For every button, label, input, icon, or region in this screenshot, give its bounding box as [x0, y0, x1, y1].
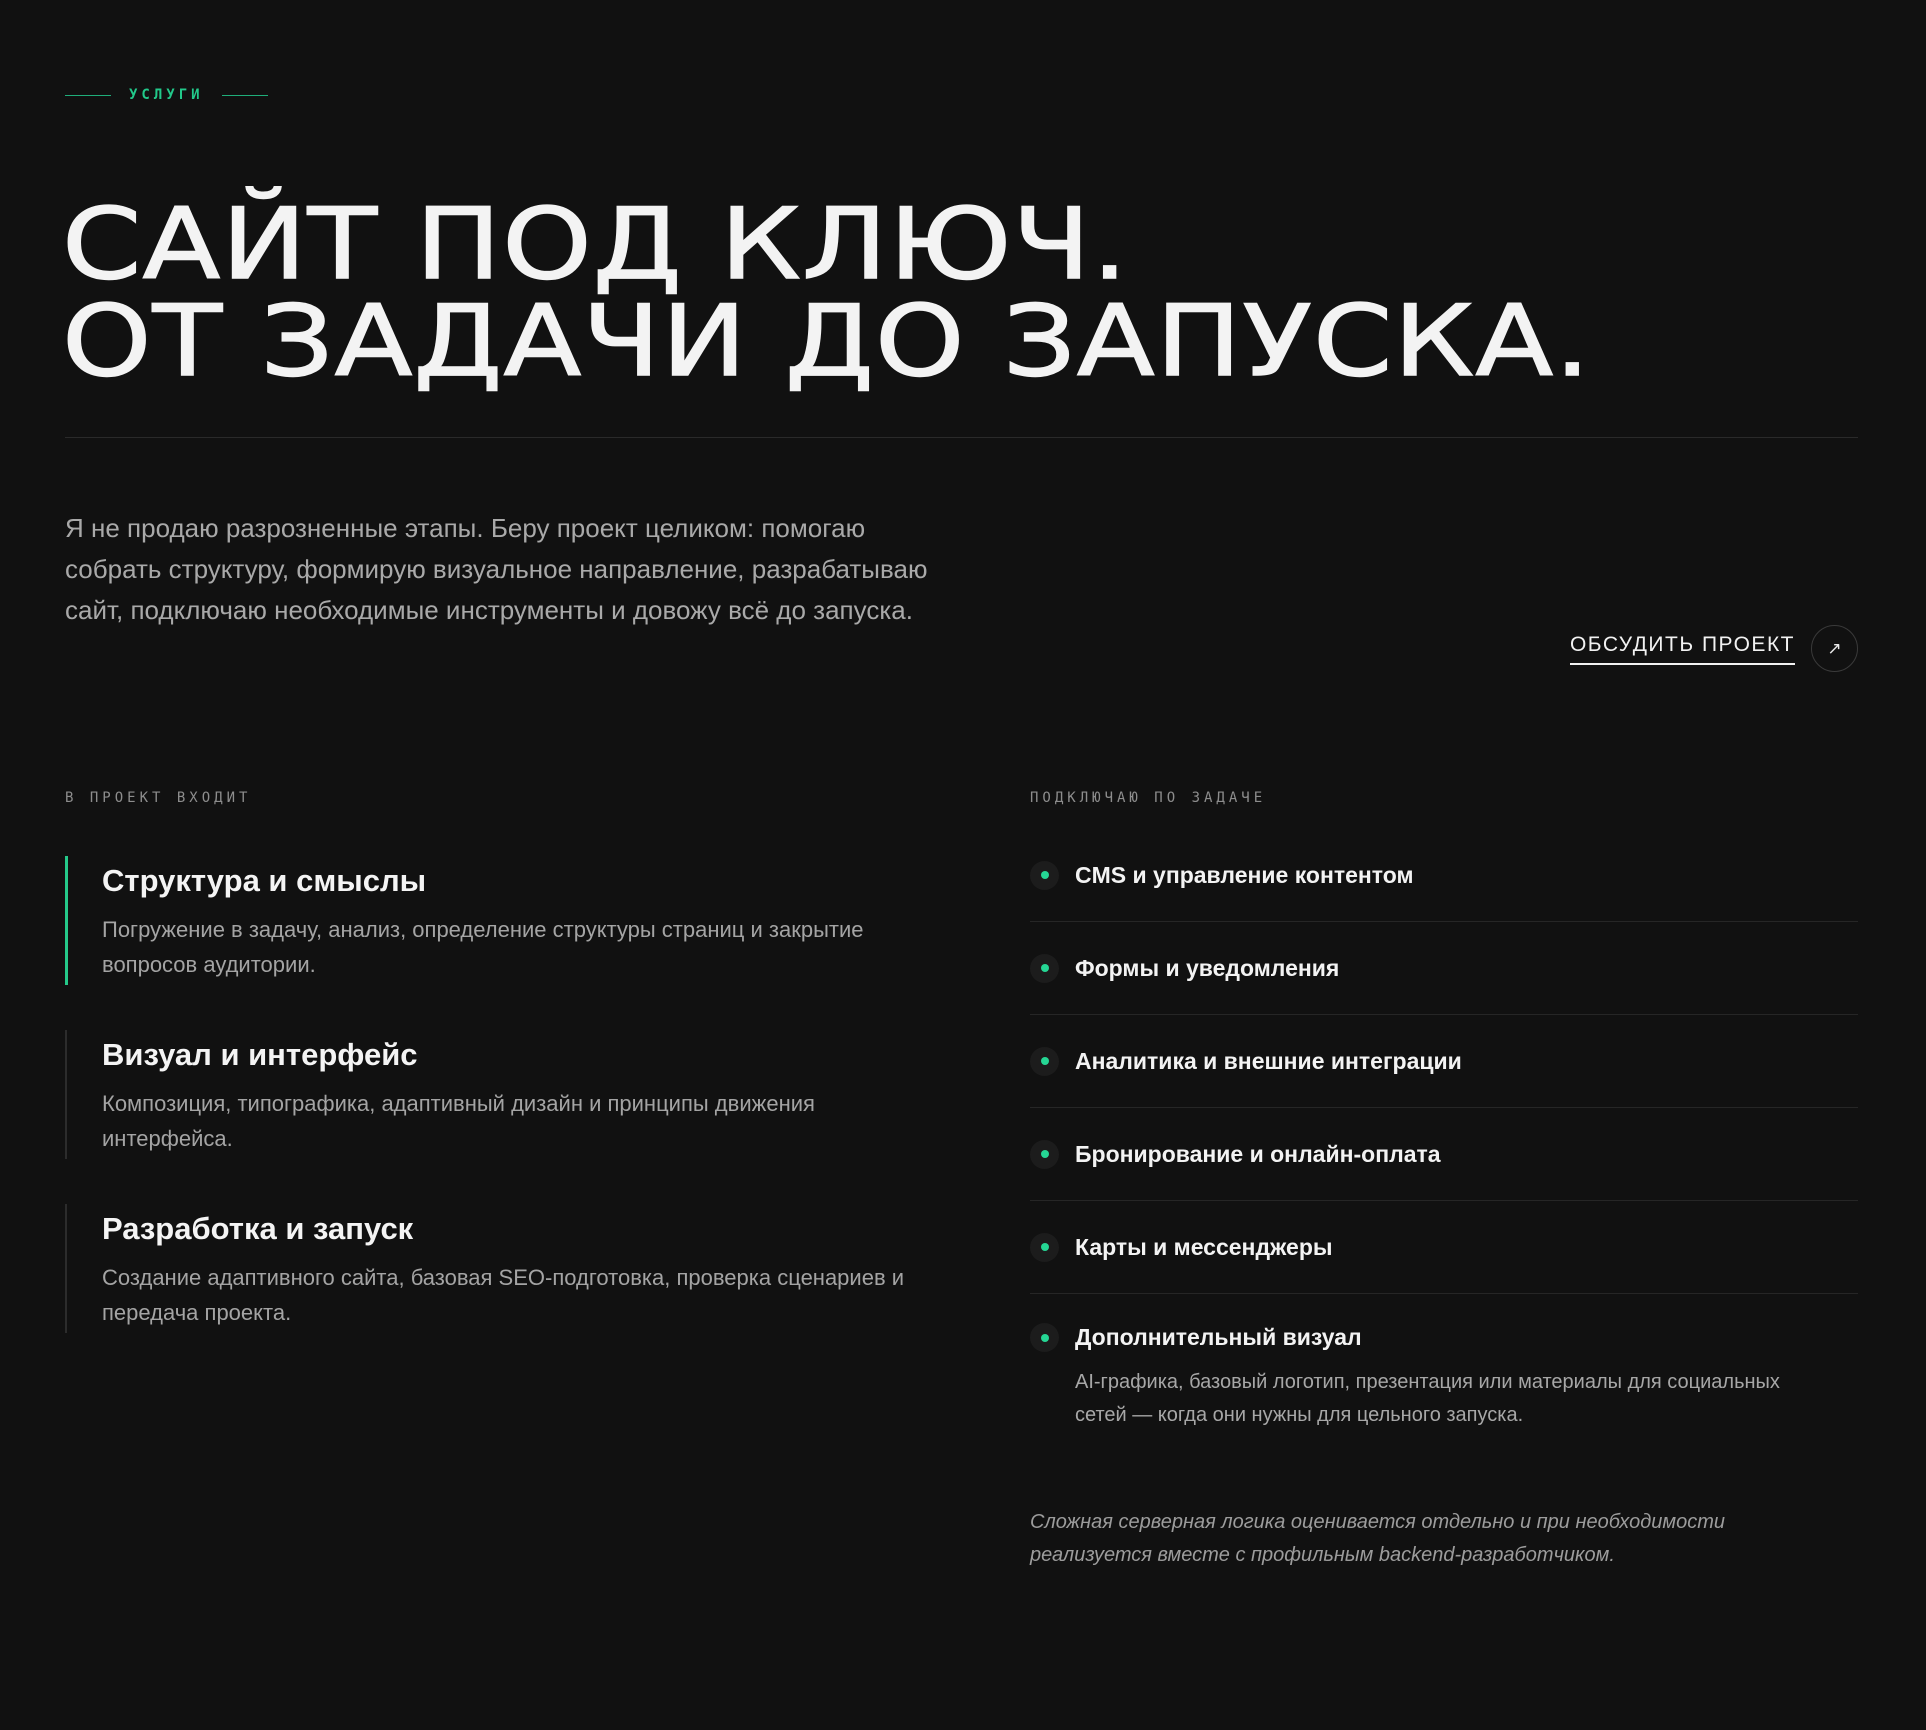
bullet-dot-icon: [1030, 954, 1059, 983]
included-item-description: Создание адаптивного сайта, базовая SEO-подготовка, проверка сценариев и передача проекта.: [102, 1265, 905, 1325]
title-line-2: ОТ ЗАДАЧИ ДО ЗАПУСКА.: [62, 285, 1592, 399]
list-item-label: Формы и уведомления: [1075, 954, 1340, 981]
list-item-description: AI-графика, базовый логотип, презентация или материалы для социальных сетей — когда они нужны для цельного запуска.: [1075, 1371, 1780, 1426]
list-item: [1030, 1294, 1858, 1432]
section-eyebrow: [65, 86, 268, 104]
included-item-description: Погружение в задачу, анализ, определение структуры страниц и закрытие вопросов аудитории.: [102, 917, 864, 977]
included-item-structure[interactable]: [65, 856, 925, 985]
bullet-dot-icon: [1030, 1233, 1059, 1262]
backend-note: Сложная серверная логика оценивается отдельно и при необходимости реализуется вместе с профильным backend-разработчиком.: [1030, 1511, 1725, 1566]
bullet-dot-icon: [1030, 1140, 1059, 1169]
list-item-label: Дополнительный визуал: [1075, 1324, 1362, 1350]
list-item: [1030, 922, 1858, 1015]
title-line-1: САЙТ ПОД КЛЮЧ.: [62, 188, 1129, 302]
included-label: В ПРОЕКТ ВХОДИТ: [65, 790, 252, 806]
list-item: [1030, 1108, 1858, 1201]
eyebrow-line-right: [222, 95, 268, 96]
eyebrow-label: УСЛУГИ: [129, 87, 204, 103]
bullet-dot-icon: [1030, 861, 1059, 890]
intro-text: Я не продаю разрозненные этапы. Беру проект целиком: помогаю собрать структуру, формирую визуальное направление, разрабатываю сайт, подключаю необходимые инструменты и довожу всё до запуска.: [65, 513, 928, 625]
list-item-label: Карты и мессенджеры: [1075, 1233, 1333, 1260]
included-item-title: Разработка и запуск: [102, 1211, 414, 1246]
bullet-dot-icon: [1030, 1323, 1059, 1352]
list-item: [1030, 1201, 1858, 1294]
included-item-development[interactable]: [65, 1204, 925, 1333]
list-item-label: CMS и управление контентом: [1075, 861, 1414, 888]
included-item-description: Композиция, типографика, адаптивный дизайн и принципы движения интерфейса.: [102, 1091, 815, 1151]
list-item-label: Аналитика и внешние интеграции: [1075, 1047, 1462, 1074]
arrow-up-right-icon[interactable]: ↗: [1811, 625, 1858, 672]
eyebrow-line-left: [65, 95, 111, 96]
discuss-project-label[interactable]: ОБСУДИТЬ ПРОЕКТ: [1570, 633, 1795, 665]
included-item-title: Визуал и интерфейс: [102, 1037, 418, 1072]
list-item-label: Бронирование и онлайн-оплата: [1075, 1140, 1441, 1167]
discuss-project-button[interactable]: [1570, 625, 1858, 672]
list-item: [1030, 1015, 1858, 1108]
list-item: [1030, 829, 1858, 922]
optional-label: ПОДКЛЮЧАЮ ПО ЗАДАЧЕ: [1030, 790, 1267, 806]
bullet-dot-icon: [1030, 1047, 1059, 1076]
included-item-visual[interactable]: [65, 1030, 925, 1159]
optional-list: [1030, 829, 1858, 1432]
services-section: [62, 0, 1858, 1730]
divider: [65, 437, 1858, 438]
included-item-title: Структура и смыслы: [102, 863, 427, 898]
page-title: [62, 188, 1592, 399]
